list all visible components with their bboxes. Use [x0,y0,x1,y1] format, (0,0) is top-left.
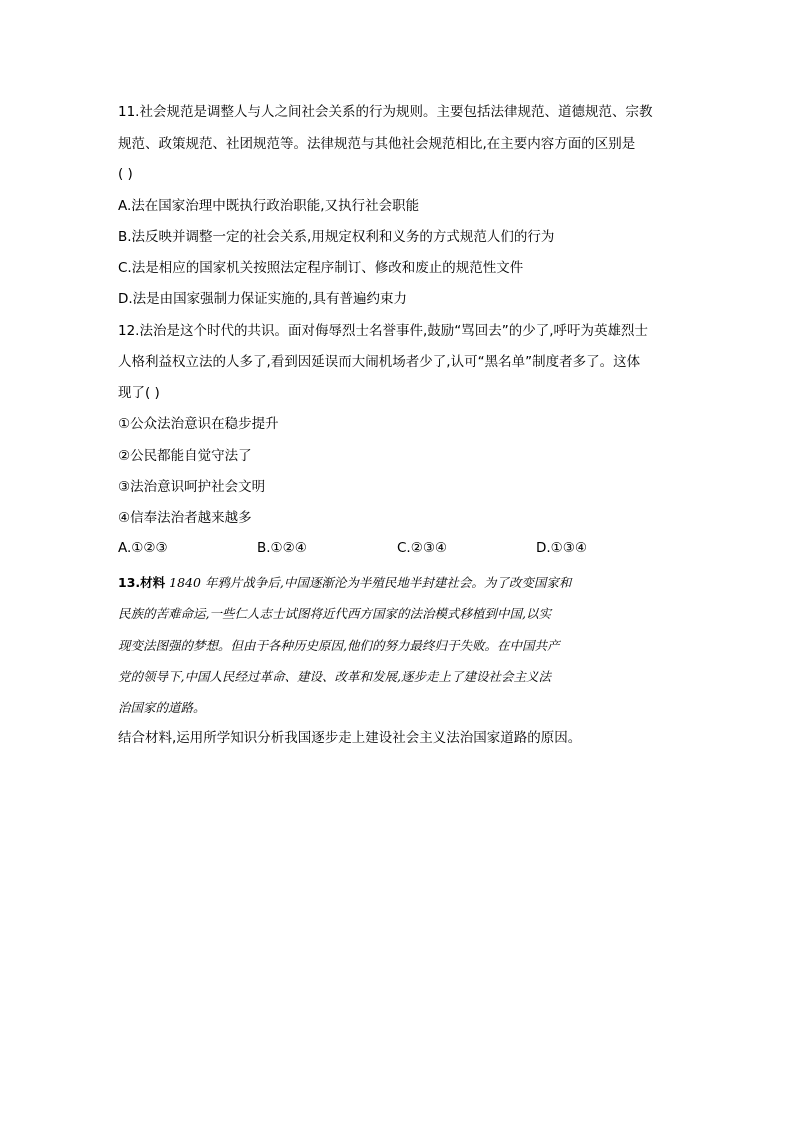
q12-item-2: ②公民都能自觉守法了 [118,448,252,464]
q12-option-b: B.①②④ [257,540,307,556]
q11-option-d: D.法是由国家强制力保证实施的,具有普遍约束力 [118,291,407,307]
q13-material-line-1 [118,573,571,593]
q12-item-4: ④信奉法治者越来越多 [118,510,252,526]
q13-material-line-2: 民族的苦难命运,一些仁人志士试图将近代西方国家的法治模式移植到中国,以实 [118,606,551,621]
q11-option-b: B.法反映并调整一定的社会关系,用规定权利和义务的方式规范人们的行为 [118,229,555,245]
q12-stem-line-1: 12.法治是这个时代的共识。面对侮辱烈士名誉事件,鼓励“骂回去”的少了,呼吁为英雄烈士 [118,323,649,339]
q11-answer-blank: ( ) [118,166,133,182]
q13-material-line-3: 现变法图强的梦想。但由于各种历史原因,他们的努力最终归于失败。在中国共产 [118,638,560,653]
q11-option-a: A.法在国家治理中既执行政治职能,又执行社会职能 [118,198,420,214]
q12-stem-line-2: 人格利益权立法的人多了,看到因延误而大闹机场者少了,认可“黑名单”制度者多了。这体 [118,354,641,370]
q13-material-line-5: 治国家的道路。 [118,700,206,715]
q12-option-a: A.①②③ [118,540,168,556]
q13-material-line-1-text: 1840 年鸦片战争后,中国逐渐沦为半殖民地半封建社会。为了改变国家和 [165,575,572,590]
q11-option-c: C.法是相应的国家机关按照法定程序制订、修改和废止的规范性文件 [118,260,524,276]
q12-item-1: ①公众法治意识在稳步提升 [118,416,279,432]
q13-material-line-4: 党的领导下,中国人民经过革命、建设、改革和发展,逐步走上了建设社会主义法 [118,669,551,684]
q12-option-d: D.①③④ [536,540,587,556]
q13-label: 13.材料 [118,575,166,590]
q11-stem-line-2: 规范、政策规范、社团规范等。法律规范与其他社会规范相比,在主要内容方面的区别是 [118,136,636,152]
q12-stem-line-3: 现了( ) [118,385,160,401]
q12-option-c: C.②③④ [397,540,448,556]
q13-prompt: 结合材料,运用所学知识分析我国逐步走上建设社会主义法治国家道路的原因。 [118,730,582,746]
q11-stem-line-1: 11.社会规范是调整人与人之间社会关系的行为规则。主要包括法律规范、道德规范、宗教 [118,104,653,120]
q12-options-row [118,540,678,560]
q12-item-3: ③法治意识呵护社会文明 [118,479,266,495]
